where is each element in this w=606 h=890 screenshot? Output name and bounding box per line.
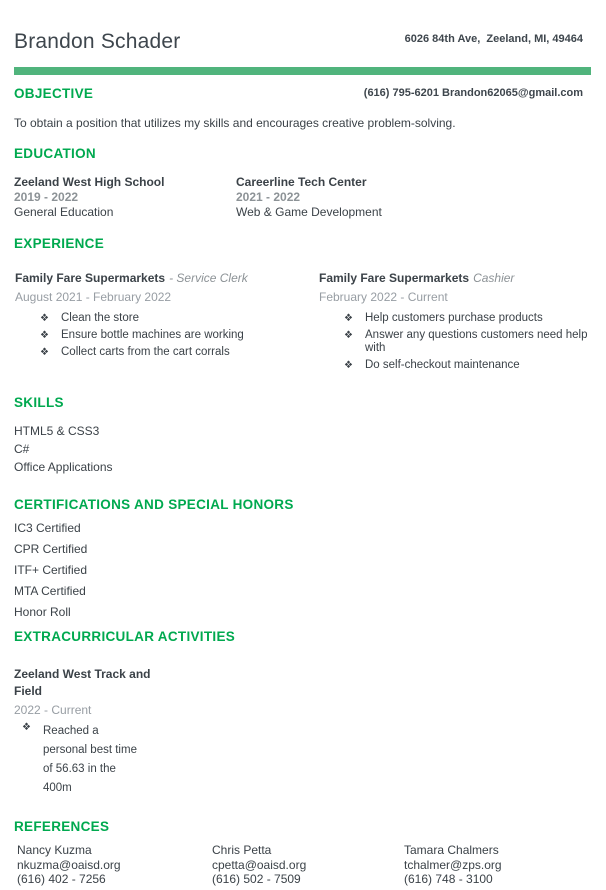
- bullet-text: Collect carts from the cart corrals: [61, 346, 230, 358]
- section-heading-references: REFERENCES: [14, 819, 110, 834]
- bullet-item: [15, 312, 319, 325]
- contact-phone-email: (616) 795-6201 Brandon62065@gmail.com: [363, 87, 583, 99]
- reference-email: nkuzma@oaisd.org: [17, 857, 121, 872]
- company-name: Family Fare Supermarkets: [15, 271, 166, 285]
- reference-phone: (616) 748 - 3100: [404, 872, 493, 886]
- references-list: [17, 843, 596, 887]
- job-bullets: [319, 312, 596, 372]
- job-bullets: [15, 312, 319, 359]
- skill-item: HTML5 & CSS3: [14, 424, 100, 438]
- section-heading-experience: EXPERIENCE: [14, 236, 105, 251]
- education-entry: [14, 175, 236, 220]
- section-heading-education: EDUCATION: [14, 146, 96, 161]
- bullet-text: Ensure bottle machines are working: [61, 329, 244, 341]
- job-dates: February 2022 - Current: [319, 290, 448, 304]
- experience-job: [319, 271, 596, 376]
- bullet-item: [14, 722, 166, 798]
- job-title: [319, 271, 596, 285]
- school-years: 2019 - 2022: [14, 190, 79, 204]
- reference-name: Chris Petta: [212, 843, 272, 857]
- education-list: [14, 175, 591, 220]
- reference-email: cpetta@oaisd.org: [212, 857, 307, 872]
- bullet-text: Do self-checkout maintenance: [365, 359, 520, 371]
- experience-job: [15, 271, 319, 376]
- diamond-bullet-icon: ❖: [40, 347, 49, 358]
- school-program: General Education: [14, 205, 114, 219]
- company-name: Family Fare Supermarkets: [319, 271, 470, 285]
- certifications-list: [14, 518, 87, 623]
- experience-list: [15, 271, 596, 376]
- diamond-bullet-icon: ❖: [22, 722, 31, 733]
- section-heading-certifications: CERTIFICATIONS AND SPECIAL HONORS: [14, 497, 294, 512]
- job-role: - Service Clerk: [169, 271, 248, 285]
- certification-item: CPR Certified: [14, 542, 88, 556]
- school-program: Web & Game Development: [236, 205, 382, 219]
- diamond-bullet-icon: ❖: [40, 330, 49, 341]
- bullet-item: [319, 312, 596, 325]
- accent-bar: [14, 67, 591, 75]
- school-name: Careerline Tech Center: [236, 175, 367, 189]
- education-entry: [236, 175, 591, 220]
- reference-name: Tamara Chalmers: [404, 843, 499, 857]
- reference-phone: (616) 402 - 7256: [17, 872, 106, 886]
- reference-name: Nancy Kuzma: [17, 843, 92, 857]
- bullet-item: [15, 329, 319, 342]
- bullet-text: Answer any questions customers need help with: [365, 329, 588, 354]
- skill-item: C#: [14, 442, 30, 456]
- page-title: Brandon Schader: [14, 30, 181, 53]
- job-role: Cashier: [473, 271, 515, 285]
- reference-card: [212, 843, 404, 887]
- diamond-bullet-icon: ❖: [344, 360, 353, 371]
- certification-item: MTA Certified: [14, 584, 86, 598]
- diamond-bullet-icon: ❖: [40, 313, 49, 324]
- extracurricular-entry: [14, 666, 166, 798]
- activity-name: Zeeland West Track and Field: [14, 667, 151, 698]
- school-name: Zeeland West High School: [14, 175, 165, 189]
- objective-text: To obtain a position that utilizes my skills and encourages creative problem-solving.: [14, 116, 456, 130]
- section-heading-objective: OBJECTIVE: [14, 86, 94, 101]
- contact-address: 6026 84th Ave, Zeeland, MI, 49464: [404, 33, 583, 45]
- certification-item: IC3 Certified: [14, 521, 81, 535]
- skill-item: Office Applications: [14, 460, 113, 474]
- diamond-bullet-icon: ❖: [344, 313, 353, 324]
- reference-card: [17, 843, 212, 887]
- skills-list: [14, 422, 113, 476]
- school-years: 2021 - 2022: [236, 190, 301, 204]
- job-title: [15, 271, 319, 285]
- reference-email: tchalmer@zps.org: [404, 857, 502, 872]
- diamond-bullet-icon: ❖: [344, 330, 353, 341]
- bullet-item: [15, 346, 319, 359]
- bullet-item: [319, 359, 596, 372]
- reference-phone: (616) 502 - 7509: [212, 872, 301, 886]
- bullet-text: Clean the store: [61, 312, 139, 324]
- reference-card: [404, 843, 596, 887]
- activity-dates: 2022 - Current: [14, 703, 92, 717]
- bullet-text: Help customers purchase products: [365, 312, 543, 324]
- bullet-item: [319, 329, 596, 355]
- section-heading-extracurricular: EXTRACURRICULAR ACTIVITIES: [14, 629, 236, 644]
- section-heading-skills: SKILLS: [14, 395, 64, 410]
- certification-item: Honor Roll: [14, 605, 71, 619]
- bullet-text: Reached a personal best time of 56.63 in the 400m: [43, 725, 137, 794]
- certification-item: ITF+ Certified: [14, 563, 88, 577]
- job-dates: August 2021 - February 2022: [15, 290, 172, 304]
